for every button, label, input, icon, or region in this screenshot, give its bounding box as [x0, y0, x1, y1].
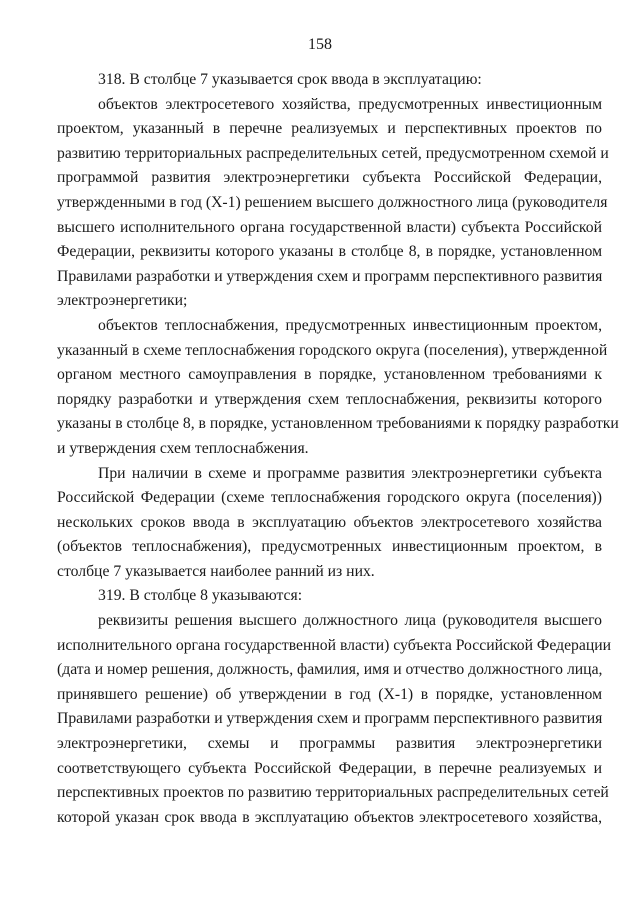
document-body — [57, 68, 619, 830]
paragraph — [57, 314, 619, 462]
text-line: Федерации, реквизиты которого указаны в столбце 8, в порядке, установленном — [57, 243, 602, 261]
text-line: программой развития электроэнергетики субъекта Российской Федерации, — [57, 169, 602, 187]
text-line: органом местного самоуправления в порядке, установленном требованиями к — [57, 366, 602, 384]
text-line: Правилами разработки и утверждения схем и программ перспективного развития — [57, 710, 603, 728]
text-line: проектом, указанный в перечне реализуемых и перспективных проектов по — [57, 120, 602, 138]
text-line: указанный в схеме теплоснабжения городского округа (поселения), утвержденной — [57, 341, 608, 359]
text-line: Правилами разработки и утверждения схем и программ перспективного развития — [57, 267, 603, 285]
text-line: нескольких сроков ввода в эксплуатацию объектов электросетевого хозяйства — [57, 513, 602, 531]
text-line: (объектов теплоснабжения), предусмотренных инвестиционным проектом, в — [57, 538, 602, 556]
text-line: принявшего решение) об утверждении в год (Х-1) в порядке, установленном — [57, 685, 602, 703]
paragraph — [57, 68, 602, 93]
text-line: объектов теплоснабжения, предусмотренных инвестиционным проектом, — [98, 316, 602, 334]
text-line: и утверждения схем теплоснабжения. — [57, 439, 309, 457]
text-line: объектов электросетевого хозяйства, предусмотренных инвестиционным — [98, 95, 602, 113]
text-line: указаны в столбце 8, в порядке, установленном требованиями к порядку разработки — [57, 415, 619, 433]
paragraph — [57, 609, 612, 830]
text-line: электроэнергетики; — [57, 292, 188, 310]
paragraph — [57, 584, 602, 609]
text-line: перспективных проектов по развитию территориальных распределительных сетей — [57, 784, 609, 802]
text-line: 319. В столбце 8 указываются: — [98, 587, 303, 605]
text-line: столбце 7 указывается наиболее ранний из них. — [57, 562, 375, 580]
text-line: исполнительного органа государственной власти) субъекта Российской Федерации — [57, 636, 612, 654]
text-line: развитию территориальных распределительных сетей, предусмотренном схемой и — [57, 144, 609, 162]
text-line: 318. В столбце 7 указывается срок ввода в эксплуатацию: — [98, 71, 482, 88]
text-line: Российской Федерации (схеме теплоснабжения городского округа (поселения)) — [57, 489, 602, 507]
text-line: реквизиты решения высшего должностного лица (руководителя высшего — [98, 612, 602, 630]
paragraph — [57, 462, 602, 585]
text-line: соответствующего субъекта Российской Федерации, в перечне реализуемых и — [57, 759, 602, 777]
text-line: При наличии в схеме и программе развития электроэнергетики субъекта — [98, 464, 602, 482]
paragraph — [57, 93, 609, 314]
text-line: высшего исполнительного органа государственной власти) субъекта Российской — [57, 218, 602, 236]
text-line: порядку разработки и утверждения схем теплоснабжения, реквизиты которого — [57, 390, 602, 408]
page-number: 158 — [308, 36, 332, 53]
text-line: электроэнергетики, схемы и программы развития электроэнергетики — [57, 735, 602, 753]
text-line: утвержденными в год (Х-1) решением высшего должностного лица (руководителя — [57, 193, 608, 211]
text-line: (дата и номер решения, должность, фамилия, имя и отчество должностного лица, — [57, 661, 603, 679]
text-line: которой указан срок ввода в эксплуатацию объектов электросетевого хозяйства, — [57, 808, 602, 826]
